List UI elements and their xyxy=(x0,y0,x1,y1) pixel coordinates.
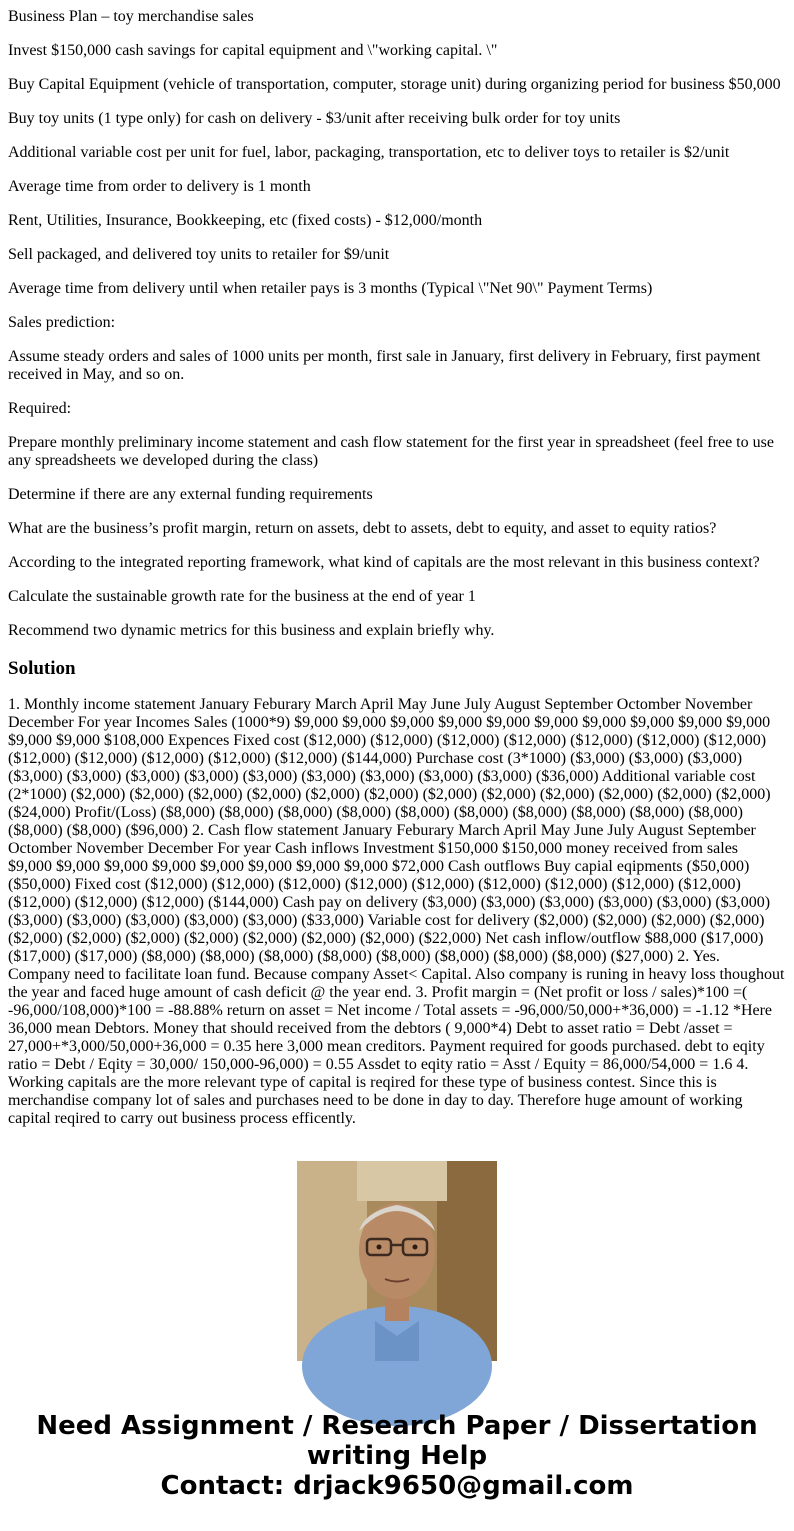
question-paragraph: Determine if there are any external funding requirements xyxy=(8,486,373,503)
question-paragraph: Assume steady orders and sales of 1000 units per month, first sale in January, first delivery in February, first payment received in May, and so on. xyxy=(8,348,761,383)
promo-banner xyxy=(0,1411,794,1501)
question-paragraph: Rent, Utilities, Insurance, Bookkeeping, etc (fixed costs) - $12,000/month xyxy=(8,212,483,229)
promo-line-1: Need Assignment / Research Paper / Dissertation xyxy=(36,1411,758,1441)
solution-heading: Solution xyxy=(8,658,76,679)
question-paragraph: What are the business’s profit margin, return on assets, debt to assets, debt to equity, and asset to equity ratios? xyxy=(8,520,717,537)
solution-text: 1. Monthly income statement January Feburary March April May June July August September Octomber November December For year Incomes Sales (1000*9) $9,000 $9,000 $9,000 $9,000 $9,000 $9,000 $9,000 $9,000 $9,000 $9,000 $9,000 $9,000 $108,000 Expences Fixed cost ($12,000) ($12,000) ($12,000) ($12,000) ($12,000) ($12,000) ($12,000) ($12,000) ($12,000) ($12,000) ($12,000) ($12,000) ($144,000) Purchase cost (3*1000) ($3,000) ($3,000) ($3,000) ($3,000) ($3,000) ($3,000) ($3,000) ($3,000) ($3,000) ($3,000) ($3,000) ($3,000) ($36,000) Additional variable cost (2*1000) ($2,000) ($2,000) ($2,000) ($2,000) ($2,000) ($2,000) ($2,000) ($2,000) ($2,000) ($2,000) ($2,000) ($2,000) ($24,000) Profit/(Loss) ($8,000) ($8,000) ($8,000) ($8,000) ($8,000) ($8,000) ($8,000) ($8,000) ($8,000) ($8,000) ($8,000) ($8,000) ($96,000) 2. Cash flow statement January Feburary March April May June July August September Octomber November December For year Cash inflows Investment $150,000 $150,000 money received from sales $9,000 $9,000 $9,000 $9,000 $9,000 $9,000 $9,000 $9,000 $72,000 Cash outflows Buy capial eqipments ($50,000) ($50,000) Fixed cost ($12,000) ($12,000) ($12,000) ($12,000) ($12,000) ($12,000) ($12,000) ($12,000) ($12,000) ($12,000) ($12,000) ($12,000) ($144,000) Cash pay on delivery ($3,000) ($3,000) ($3,000) ($3,000) ($3,000) ($3,000) ($3,000) ($3,000) ($3,000) ($3,000) ($3,000) ($33,000) Variable cost for delivery ($2,000) ($2,000) ($2,000) ($2,000) ($2,000) ($2,000) ($2,000) ($2,000) ($2,000) ($2,000) ($2,000) ($22,000) Net cash inflow/outflow $88,000 ($17,000) ($17,000) ($17,000) ($8,000) ($8,000) ($8,000) ($8,000) ($8,000) ($8,000) ($8,000) ($8,000) ($27,000) 2. Yes. Company need to facilitate loan fund. Because company Asset< Capital. Also company is runing in heavy loss thoughout the year and faced huge amount of cash deficit @ the year end. 3. Profit margin = (Net profit or loss / sales)*100 =( -96,000/108,000)*100 = -88.88% return on asset = Net income / Total assets = -96,000/50,000+*36,000) = -1.12 *Here 36,000 mean Debtors. Money that should received from the debtors ( 9,000*4) Debt to asset ratio = Debt /asset = 27,000+*3,000/50,000+36,000 = 0.35 here 3,000 mean creditors. Payment required for goods purchased. debt to eqity ratio = Debt / Eqity = 30,000/ 150,000-96,000) = 0.55 Assdet to eqity ratio = Asst / Equity = 86,000/54,000 = 1.6 4. Working capitals are the more relevant type of capital is reqired for these type of business contest. Since this is merchandise company lot of sales and purchases need to be done in day to day. Therefore huge amount of working capital reqired to carry out business process efficently. xyxy=(8,696,785,1127)
promo-contact: Contact: drjack9650@gmail.com xyxy=(160,1471,634,1501)
question-paragraph: Prepare monthly preliminary income statement and cash flow statement for the first year in spreadsheet (feel free to use any spreadsheets we developed during the class) xyxy=(8,434,774,469)
question-paragraph: Average time from delivery until when retailer pays is 3 months (Typical \"Net 90\" Payment Terms) xyxy=(8,280,653,297)
question-paragraph: Buy toy units (1 type only) for cash on delivery - $3/unit after receiving bulk order for toy units xyxy=(8,110,621,127)
question-paragraph: According to the integrated reporting framework, what kind of capitals are the most relevant in this business context? xyxy=(8,554,760,571)
question-paragraph: Sales prediction: xyxy=(8,314,116,331)
question-paragraph: Average time from order to delivery is 1 month xyxy=(8,178,311,195)
avatar xyxy=(297,1161,497,1361)
tutor-portrait-icon xyxy=(297,1161,497,1361)
document-content xyxy=(0,8,794,1127)
question-paragraph: Calculate the sustainable growth rate for the business at the end of year 1 xyxy=(8,588,476,605)
question-paragraph: Recommend two dynamic metrics for this business and explain briefly why. xyxy=(8,622,495,639)
question-paragraph: Required: xyxy=(8,400,72,417)
question-paragraph: Sell packaged, and delivered toy units to retailer for $9/unit xyxy=(8,246,390,263)
question-paragraph: Additional variable cost per unit for fuel, labor, packaging, transportation, etc to deliver toys to retailer is $2/unit xyxy=(8,144,730,161)
question-paragraph: Business Plan – toy merchandise sales xyxy=(8,8,254,25)
question-paragraph: Buy Capital Equipment (vehicle of transportation, computer, storage unit) during organizing period for business $50,000 xyxy=(8,76,781,93)
promo-line-2: writing Help xyxy=(306,1441,488,1471)
question-paragraph: Invest $150,000 cash savings for capital equipment and \"working capital. \" xyxy=(8,42,498,59)
question-section xyxy=(8,8,786,640)
